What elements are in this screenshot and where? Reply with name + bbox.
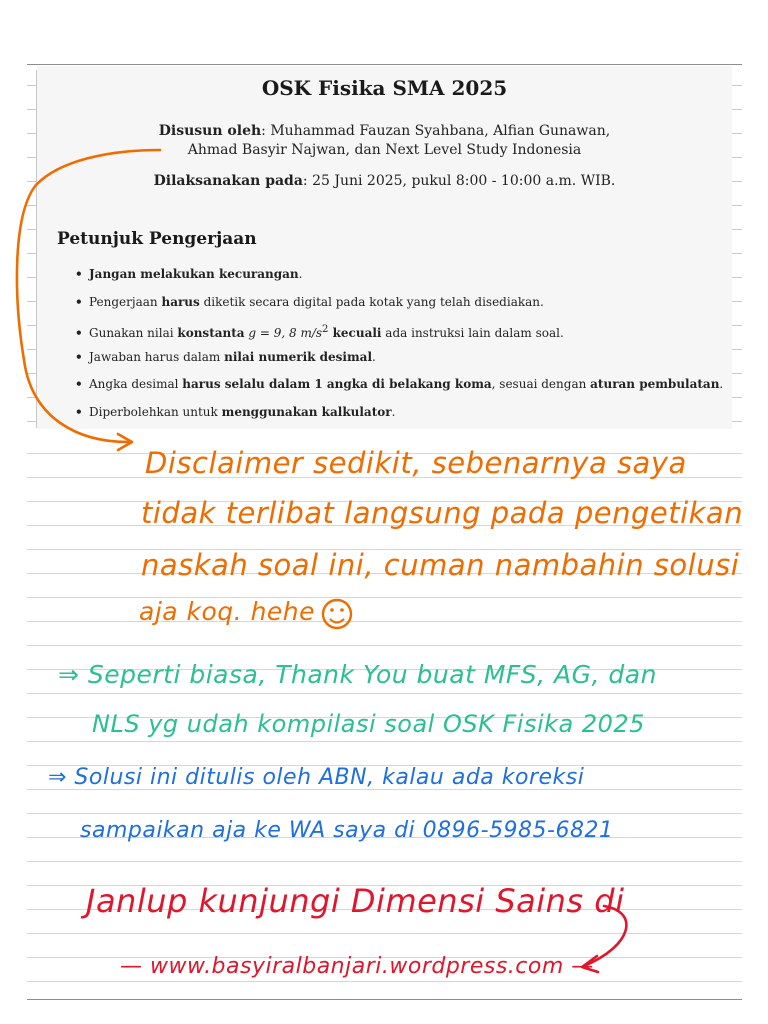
instruction-text: . [391,404,396,419]
instruction-item [75,399,725,427]
instruction-item [75,371,725,399]
instruction-text: Angka desimal [89,377,183,391]
instruction-text: diketik secara digital pada kotak yang telah disediakan. [199,294,544,309]
instruction-item [75,261,725,289]
instruction-text: Jawaban harus dalam [89,349,225,364]
smiley-face-icon [323,600,351,628]
schedule-label: Dilaksanakan pada [153,173,303,189]
instruction-list [75,261,725,426]
disclaimer-line-1: Disclaimer sedikit, sebenarnya saya [145,446,687,480]
bullet-icon: • [75,326,83,340]
instruction-emphasis: harus [161,294,200,309]
schedule-line [37,173,732,189]
instruction-text: . [298,267,303,281]
disclaimer-line-3: naskah soal ini, cuman nambahin solusi [141,548,740,582]
bullet-icon: • [75,404,83,419]
instruction-emphasis: aturan pembulatan [590,377,720,391]
bullet-icon: • [75,377,83,391]
instruction-text: . [372,349,376,364]
schedule-value: : 25 Juni 2025, pukul 8:00 - 10:00 a.m. WIB. [302,173,616,189]
website-line: — www.basyiralbanjari.wordpress.com — [120,954,594,979]
instruction-text: Diperbolehkan untuk [89,404,222,419]
exam-document [37,66,732,429]
instruction-emphasis: kecuali [328,326,382,340]
authors-label: Disusun oleh [158,123,262,139]
instruction-text: , sesuai dengan [491,377,591,391]
instruction-text: ada instruksi lain dalam soal. [381,326,564,340]
instruction-emphasis: konstanta [177,326,245,340]
instruction-item [75,316,725,344]
top-rule [27,64,742,65]
bullet-icon: • [75,349,83,364]
bullet-icon: • [75,267,83,281]
instruction-item [75,289,725,317]
instruction-text: Pengerjaan [89,294,162,309]
thanks-line-1: ⇒ Seperti biasa, Thank You buat MFS, AG, dan [58,660,657,689]
arrowhead-icon [118,434,132,450]
promo-line: Janlup kunjungi Dimensi Sains di [86,882,625,920]
solution-line-2: sampaikan aja ke WA saya di 0896-5985-6821 [80,818,614,843]
solution-line-1: ⇒ Solusi ini ditulis oleh ABN, kalau ada koreksi [48,765,585,790]
instruction-item [75,344,725,372]
section-title: Petunjuk Pengerjaan [57,229,257,249]
instruction-text: . [719,377,724,391]
thanks-line-2: NLS yg udah kompilasi soal OSK Fisika 2025 [92,710,645,738]
bullet-icon: • [75,294,83,309]
disclaimer-line-2: tidak terlibat langsung pada pengetikan [141,496,744,530]
instruction-emphasis: menggunakan kalkulator [221,404,392,419]
instruction-emphasis: Jangan melakukan kecurangan [89,267,299,281]
disclaimer-line-4: aja koq. hehe [139,597,316,626]
instruction-text: Gunakan nilai [89,326,178,340]
authors-line-1 [37,122,732,141]
document-title: OSK Fisika SMA 2025 [261,76,508,100]
authors-line-1-text: : Muhammad Fauzan Syahbana, Alfian Gunawan, [261,123,611,139]
authors-line-2: Ahmad Basyir Najwan, dan Next Level Study Indonesia [187,142,582,158]
exponent: 2 [322,324,329,335]
gravity-constant: g = 9, 8 m/s [244,326,323,340]
instruction-emphasis: harus selalu dalam 1 angka di belakang koma [182,377,492,391]
instruction-emphasis: nilai numerik desimal [224,349,373,364]
bottom-rule [27,999,742,1000]
authors-block [37,122,732,160]
